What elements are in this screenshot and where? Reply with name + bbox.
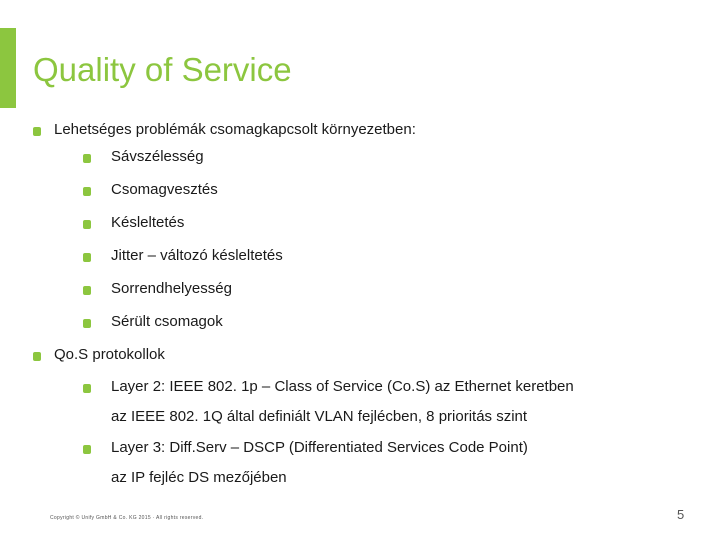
sub-bullet-jitter <box>111 246 283 266</box>
bullet-text: Layer 3: Diff.Serv – DSCP (Differentiated Services Code Point) <box>111 439 528 456</box>
bullet-text: Layer 2: IEEE 802. 1p – Class of Service (Co.S) az Ethernet keretben <box>111 378 574 395</box>
bullet-text: Lehetséges problémák csomagkapcsolt környezetben: <box>54 121 416 138</box>
sub-bullet-corrupt <box>111 312 223 332</box>
bullet-qos-protocols <box>54 345 165 365</box>
bullet-marker <box>83 445 91 454</box>
sub-bullet-bandwidth <box>111 147 204 167</box>
bullet-marker <box>83 319 91 328</box>
sub-bullet-latency <box>111 213 184 233</box>
bullet-problems <box>54 120 416 140</box>
sub-bullet-packet-loss <box>111 180 218 200</box>
bullet-text: Sorrendhelyesség <box>111 280 232 297</box>
bullet-text: Jitter – változó késleltetés <box>111 247 283 264</box>
bullet-marker <box>83 154 91 163</box>
sub-bullet-ordering <box>111 279 232 299</box>
bullet-marker <box>33 352 41 361</box>
sub-bullet-layer3 <box>111 438 528 458</box>
bullet-marker <box>83 384 91 393</box>
bullet-marker <box>83 187 91 196</box>
bullet-text: Csomagvesztés <box>111 181 218 198</box>
accent-bar <box>0 28 16 108</box>
page-number: 5 <box>677 507 685 522</box>
bullet-marker <box>83 286 91 295</box>
sub-bullet-layer3-cont: az IP fejléc DS mezőjében <box>111 469 287 486</box>
bullet-text: Késleltetés <box>111 214 185 231</box>
slide-title: Quality of Service <box>33 51 292 88</box>
bullet-marker <box>83 220 91 229</box>
sub-bullet-layer2-cont: az IEEE 802. 1Q által definiált VLAN fejlécben, 8 prioritás szint <box>111 408 528 425</box>
bullet-marker <box>83 253 91 262</box>
bullet-text: Sávszélesség <box>111 148 204 165</box>
copyright-footer: Copyright © Unify GmbH & Co. KG 2015 · All rights reserved. <box>50 515 204 521</box>
bullet-text: Qo.S protokollok <box>54 346 165 363</box>
sub-bullet-layer2 <box>111 377 574 397</box>
bullet-text: Sérült csomagok <box>111 313 223 330</box>
bullet-marker <box>33 127 41 136</box>
